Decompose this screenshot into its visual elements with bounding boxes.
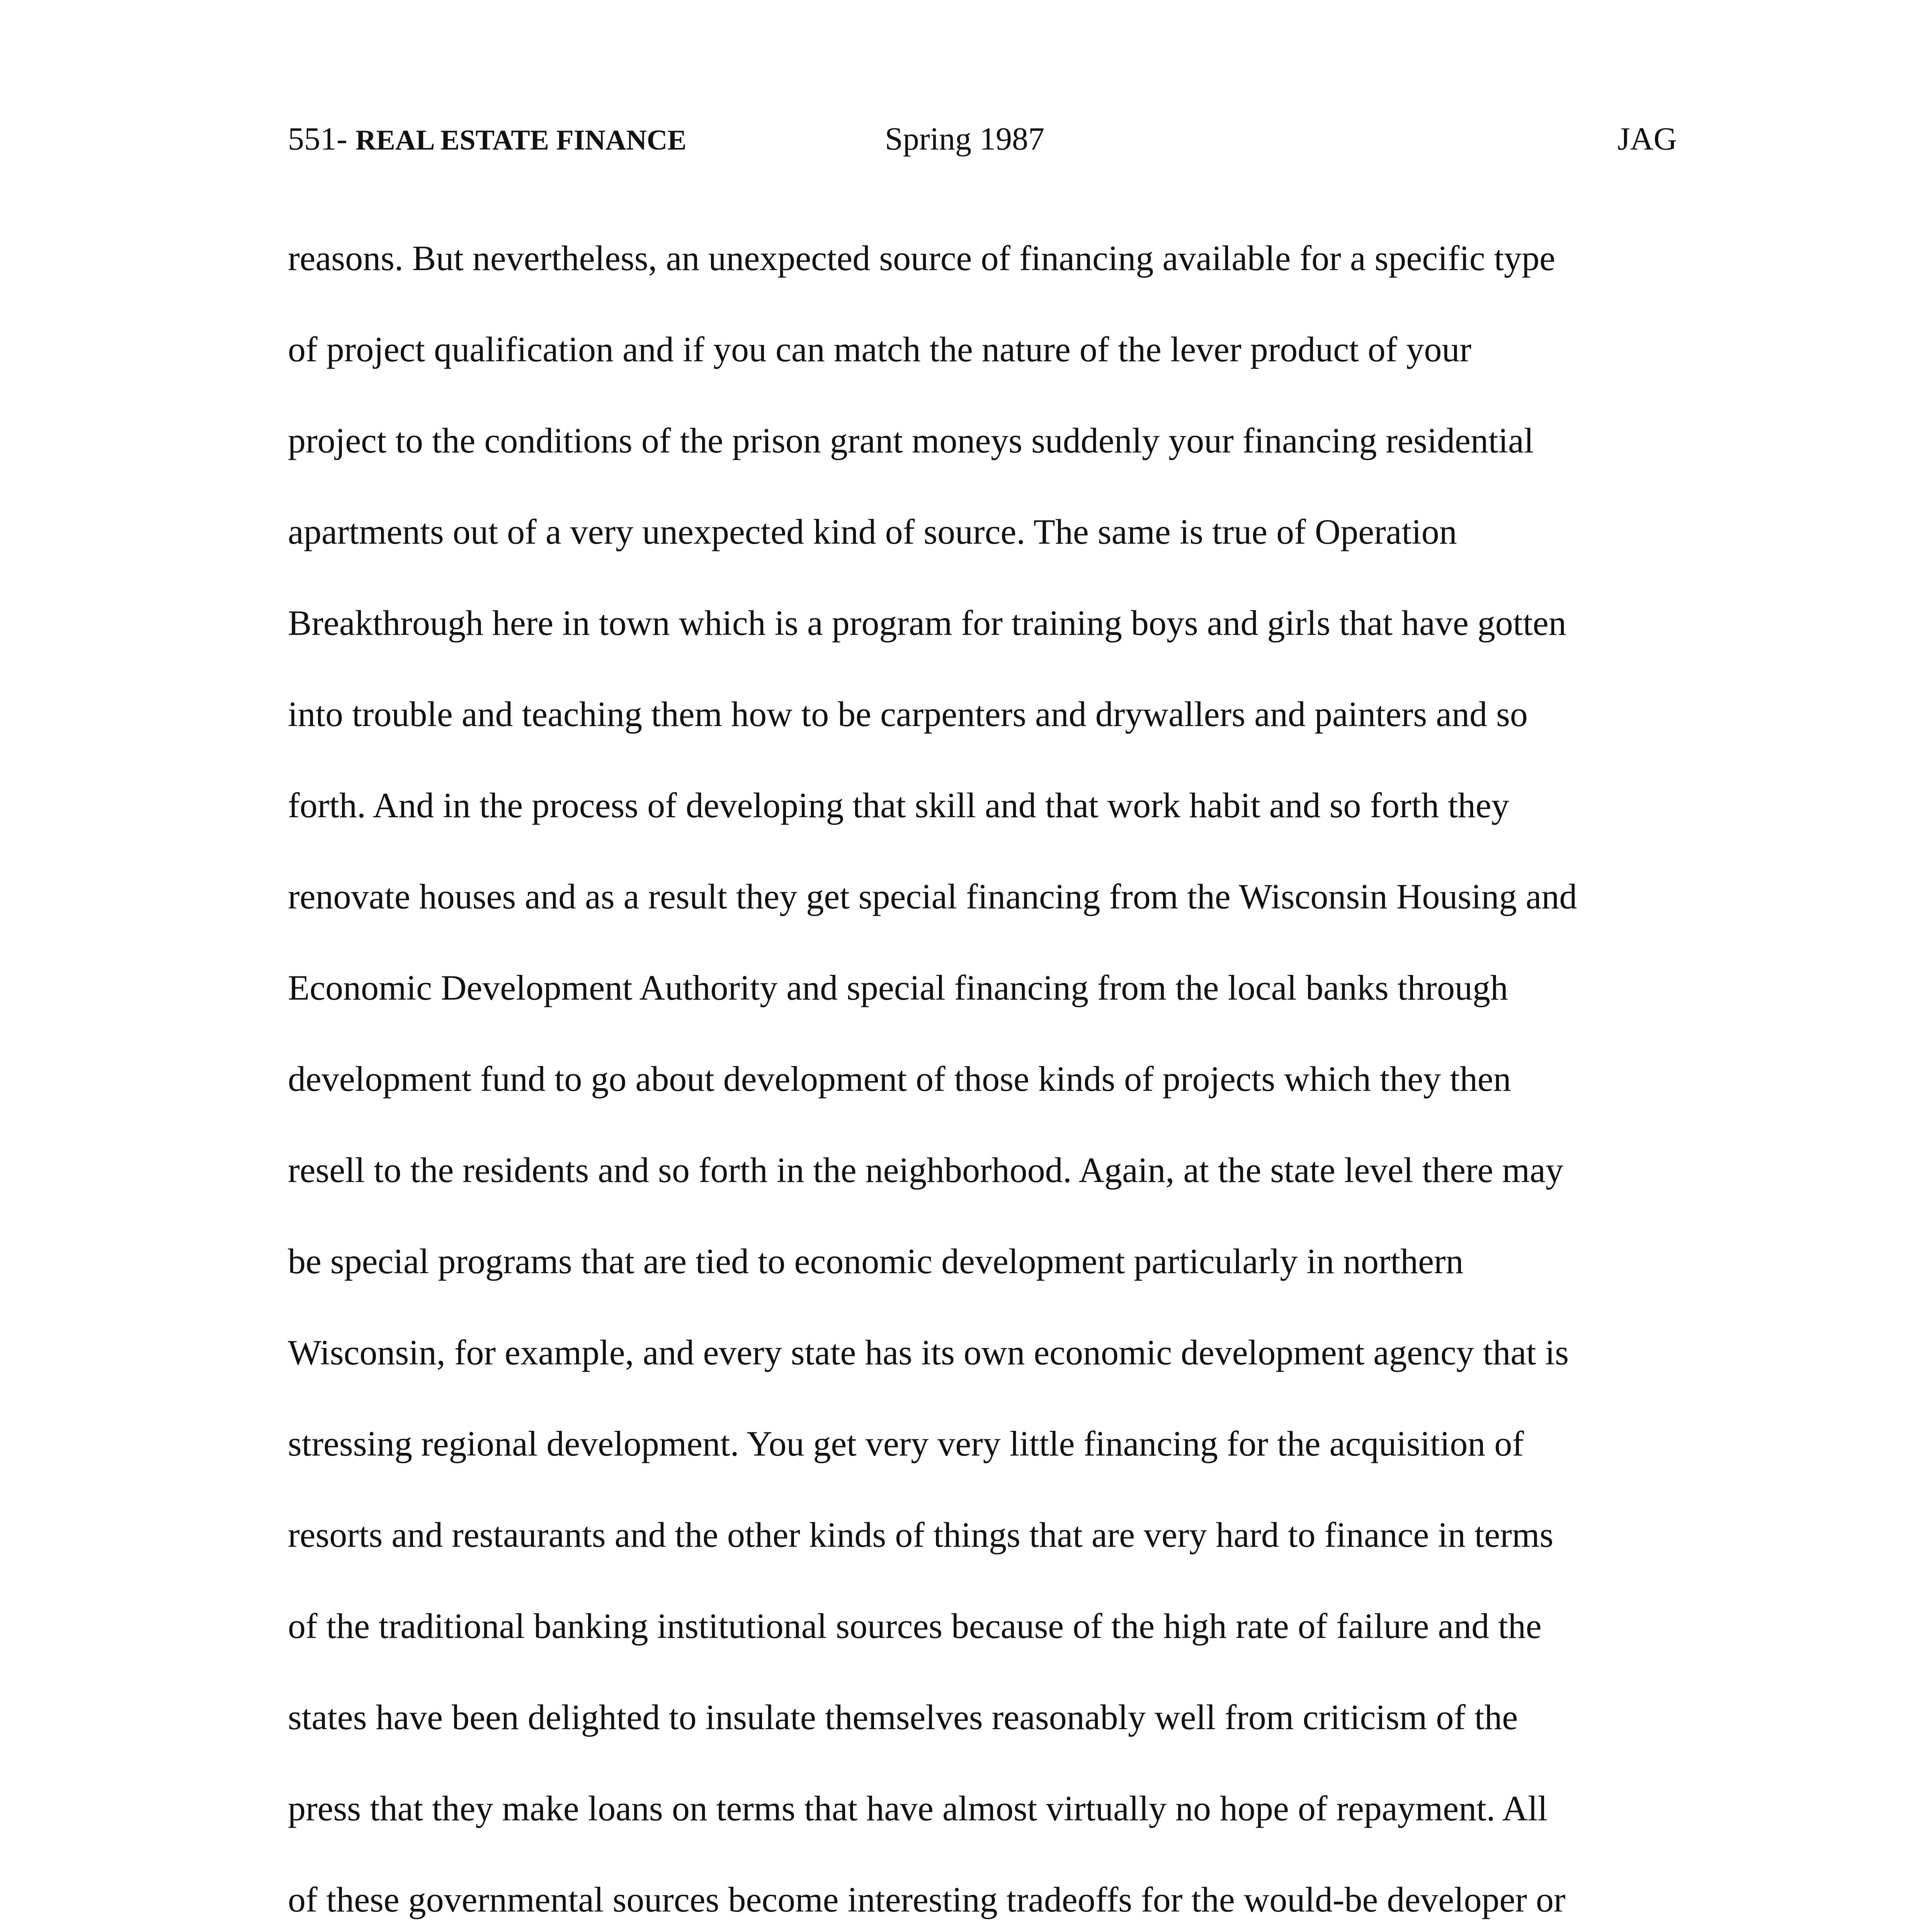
author-initials: JAG xyxy=(1617,121,1677,157)
course-label xyxy=(288,116,687,163)
text-line: of project qualification and if you can match the nature of the lever product of your xyxy=(288,330,1471,369)
text-line: forth. And in the process of developing that skill and that work habit and so forth they xyxy=(288,786,1509,825)
text-line: Breakthrough here in town which is a program for training boys and girls that have gotten xyxy=(288,603,1566,643)
text-line: project to the conditions of the prison grant moneys suddenly your financing residential xyxy=(288,421,1534,460)
text-line: states have been delighted to insulate themselves reasonably well from criticism of the xyxy=(288,1697,1518,1737)
text-line: of these governmental sources become interesting tradeoffs for the would-be developer or xyxy=(288,1880,1566,1919)
page-header xyxy=(288,116,1677,162)
text-line: Wisconsin, for example, and every state has its own economic development agency that is xyxy=(288,1333,1569,1372)
text-line: reasons. But nevertheless, an unexpected source of financing available for a specific type xyxy=(288,238,1556,278)
text-line: be special programs that are tied to economic development particularly in northern xyxy=(288,1242,1464,1281)
text-line: renovate houses and as a result they get special financing from the Wisconsin Housing and xyxy=(288,877,1577,916)
text-line: resell to the residents and so forth in the neighborhood. Again, at the state level there may xyxy=(288,1150,1563,1190)
course-title: REAL ESTATE FINANCE xyxy=(355,124,687,156)
text-line: stressing regional development. You get very very little financing for the acquisition of xyxy=(288,1424,1524,1463)
text-line: press that they make loans on terms that have almost virtually no hope of repayment. All xyxy=(288,1789,1548,1828)
text-line: Economic Development Authority and special financing from the local banks through xyxy=(288,968,1508,1007)
text-line: of the traditional banking institutional sources because of the high rate of failure and the xyxy=(288,1606,1542,1646)
course-number: 551- xyxy=(288,121,347,157)
term-label: Spring 1987 xyxy=(885,121,1045,157)
transcript-body xyxy=(288,231,1687,1932)
text-line: development fund to go about development of those kinds of projects which they then xyxy=(288,1059,1511,1099)
text-line: apartments out of a very unexpected kind of source. The same is true of Operation xyxy=(288,512,1457,551)
text-line: resorts and restaurants and the other kinds of things that are very hard to finance in terms xyxy=(288,1515,1554,1554)
text-line: into trouble and teaching them how to be carpenters and drywallers and painters and so xyxy=(288,694,1528,734)
